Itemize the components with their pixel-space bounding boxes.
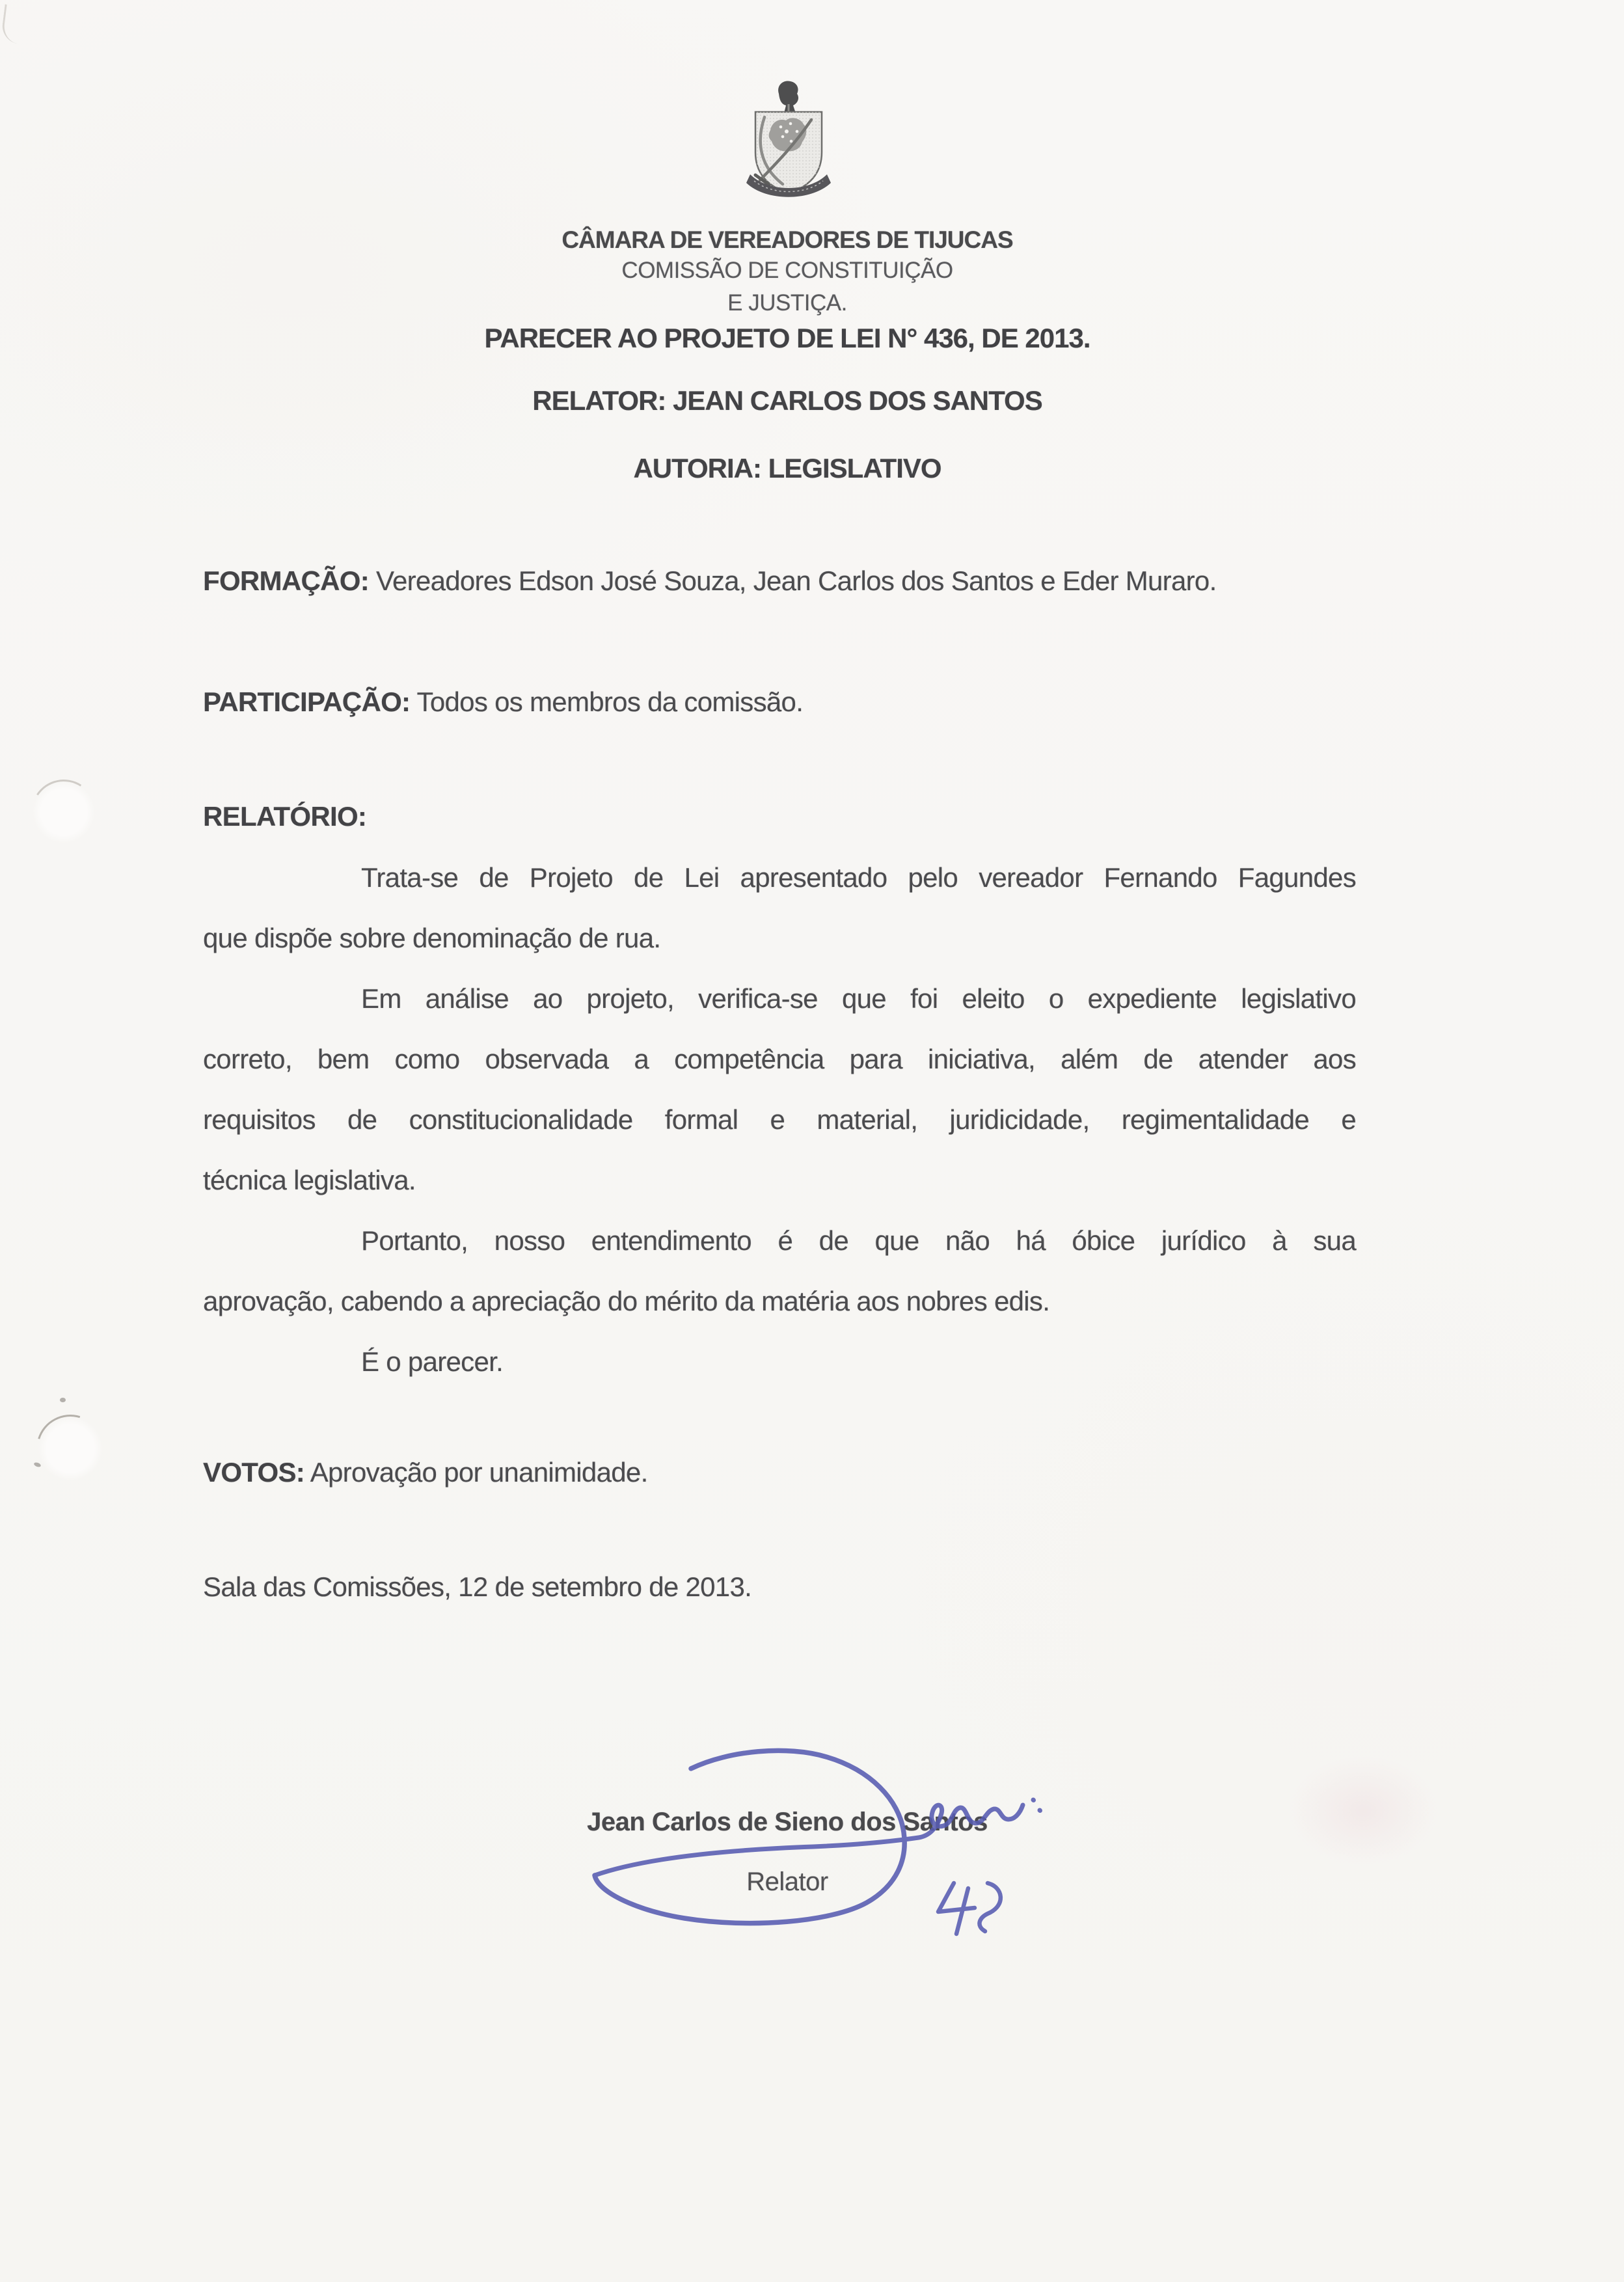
autoria-heading: AUTORIA: LEGISLATIVO bbox=[633, 453, 941, 483]
body-line: aprovação, cabendo a apreciação do mérito da matéria aos nobres edis. bbox=[203, 1286, 1050, 1316]
date-place-line: Sala das Comissões, 12 de setembro de 2013. bbox=[203, 1571, 752, 1602]
punch-hole-ring bbox=[25, 774, 103, 851]
committee-name-line2: E JUSTIÇA. bbox=[727, 290, 847, 316]
handwritten-signature bbox=[573, 1744, 1386, 1959]
signature-ink bbox=[595, 1750, 1040, 1934]
body-line: técnica legislativa. bbox=[203, 1165, 416, 1195]
formacao-line bbox=[203, 565, 1356, 597]
relatorio-paragraphs bbox=[203, 847, 1356, 1392]
coat-of-arms-icon bbox=[740, 78, 837, 203]
punch-hole-ring bbox=[25, 1403, 116, 1495]
body-line: correto, bem como observada a competência para iniciativa, além de atender aos bbox=[203, 1044, 1356, 1074]
punch-hole-artifact bbox=[38, 1416, 103, 1481]
participacao-text: Todos os membros da comissão. bbox=[410, 686, 804, 717]
committee-name-line1: COMISSÃO DE CONSTITUIÇÃO bbox=[621, 258, 953, 283]
document-title: PARECER AO PROJETO DE LEI N° 436, DE 2013. bbox=[484, 323, 1090, 353]
signatory-role: Relator bbox=[746, 1868, 828, 1896]
formacao-label: FORMAÇÃO: bbox=[203, 565, 369, 596]
participacao-line bbox=[203, 686, 1356, 718]
relator-heading: RELATOR: JEAN CARLOS DOS SANTOS bbox=[532, 385, 1042, 416]
formacao-text: Vereadores Edson José Souza, Jean Carlos dos Santos e Eder Muraro. bbox=[369, 565, 1217, 596]
body-line: Em análise ao projeto, verifica-se que foi eleito o expediente legislativo bbox=[361, 983, 1356, 1014]
punch-hole-artifact bbox=[33, 781, 95, 843]
scan-corner-artifact bbox=[1, 4, 24, 44]
votos-label: VOTOS: bbox=[203, 1457, 305, 1487]
relatorio-label: RELATÓRIO: bbox=[203, 801, 367, 832]
body-line: que dispõe sobre denominação de rua. bbox=[203, 923, 661, 953]
body-line: requisitos de constitucionalidade formal e material, juridicidade, regimentalidade e bbox=[203, 1104, 1356, 1135]
body-line: É o parecer. bbox=[361, 1346, 504, 1377]
body-line: Trata-se de Projeto de Lei apresentado pelo vereador Fernando Fagundes bbox=[361, 862, 1356, 893]
votos-text: Aprovação por unanimidade. bbox=[304, 1457, 648, 1487]
institution-name: CÂMARA DE VEREADORES DE TIJUCAS bbox=[562, 226, 1013, 253]
signatory-name: Jean Carlos de Sieno dos Santos bbox=[587, 1808, 988, 1836]
scan-speck-artifact bbox=[60, 1398, 66, 1402]
votos-line bbox=[203, 1456, 1356, 1489]
body-line: Portanto, nosso entendimento é de que não há óbice jurídico à sua bbox=[361, 1225, 1356, 1256]
participacao-label: PARTICIPAÇÃO: bbox=[203, 686, 411, 717]
